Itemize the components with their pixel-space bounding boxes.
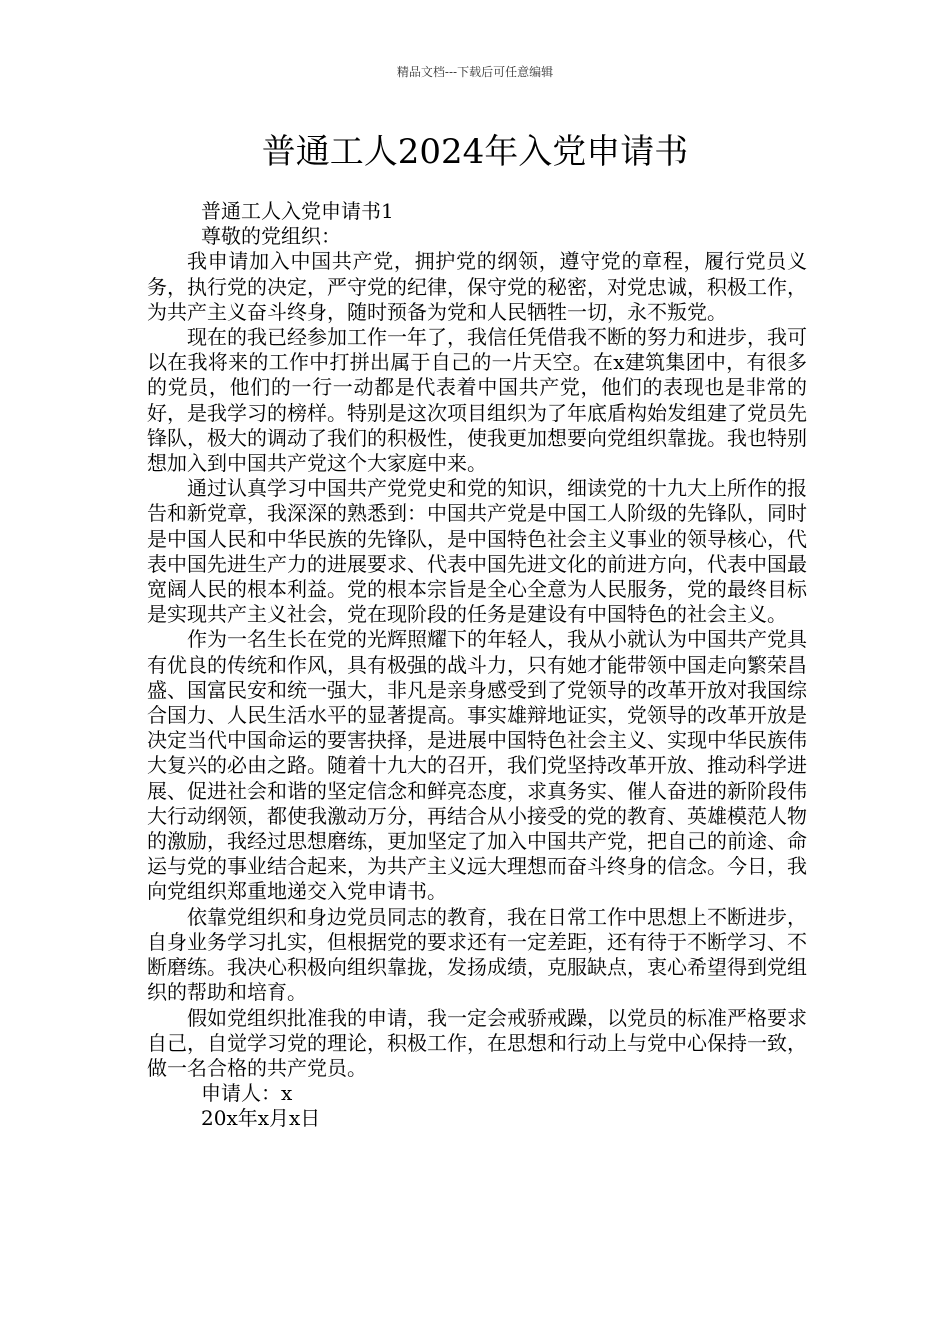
date-line: 20x年x月x日 [201, 1106, 321, 1131]
body-paragraph: 假如党组织批准我的申请，我一定会戒骄戒躁，以党员的标准严格要求自己，自觉学习党的理论，积极工作，在思想和行动上与党中心保持一致，做一名合格的共产党员。 [147, 1005, 807, 1080]
body-paragraph: 作为一名生长在党的光辉照耀下的年轻人，我从小就认为中国共产党具有优良的传统和作风，具有极强的战斗力，只有她才能带领中国走向繁荣昌盛、国富民安和统一强大，非凡是亲身感受到了党领导的改革开放对我国综合国力、人民生活水平的显著提高。事实雄辩地证实，党领导的改革开放是决定当代中国命运的要害抉择，是进展中国特色社会主义、实现中华民族伟大复兴的必由之路。随着十九大的召开，我们党坚持改革开放、推动科学进展、促进社会和谐的坚定信念和鲜亮态度，求真务实、催人奋进的新阶段伟大行动纲领，都使我激动万分，再结合从小接受的党的教育、英雄模范人物的激励，我经过思想磨练，更加坚定了加入中国共产党，把自己的前途、命运与党的事业结合起来，为共产主义远大理想而奋斗终身的信念。今日，我向党组织郑重地递交入党申请书。 [147, 627, 807, 904]
signature-line: 申请人：x [201, 1081, 293, 1106]
subheading: 普通工人入党申请书1 [201, 199, 394, 223]
body-paragraph: 通过认真学习中国共产党党史和党的知识，细读党的十九大上所作的报告和新党章，我深深的熟悉到：中国共产党是中国工人阶级的先锋队，同时是中国人民和中华民族的先锋队，是中国特色社会主义事业的领导核心，代表中国先进生产力的进展要求、代表中国先进文化的前进方向，代表中国最宽阔人民的根本利益。党的根本宗旨是全心全意为人民服务，党的最终目标是实现共产主义社会，党在现阶段的任务是建设有中国特色的社会主义。 [147, 476, 807, 627]
document-body [147, 199, 807, 1132]
body-paragraph: 我申请加入中国共产党，拥护党的纲领，遵守党的章程，履行党员义务，执行党的决定，严守党的纪律，保守党的秘密，对党忠诚，积极工作，为共产主义奋斗终身，随时预备为党和人民牺牲一切，永不叛党。 [147, 249, 807, 324]
header-note: 精品文档---下载后可任意编辑 [396, 65, 554, 79]
body-paragraph: 依靠党组织和身边党员同志的教育，我在日常工作中思想上不断进步，自身业务学习扎实，但根据党的要求还有一定差距，还有待于不断学习、不断磨练。我决心积极向组织靠拢，发扬成绩，克服缺点，衷心希望得到党组织的帮助和培育。 [147, 904, 807, 1005]
document-title: 普通工人2024年入党申请书 [261, 132, 689, 172]
salutation: 尊敬的党组织： [201, 224, 341, 249]
body-paragraph: 现在的我已经参加工作一年了，我信任凭借我不断的努力和进步，我可以在我将来的工作中打拼出属于自己的一片天空。在x建筑集团中，有很多的党员，他们的一行一动都是代表着中国共产党，他们的表现也是非常的好，是我学习的榜样。特别是这次项目组织为了年底盾构始发组建了党员先锋队，极大的调动了我们的积极性，使我更加想要向党组织靠拢。我也特别想加入到中国共产党这个大家庭中来。 [147, 325, 807, 476]
